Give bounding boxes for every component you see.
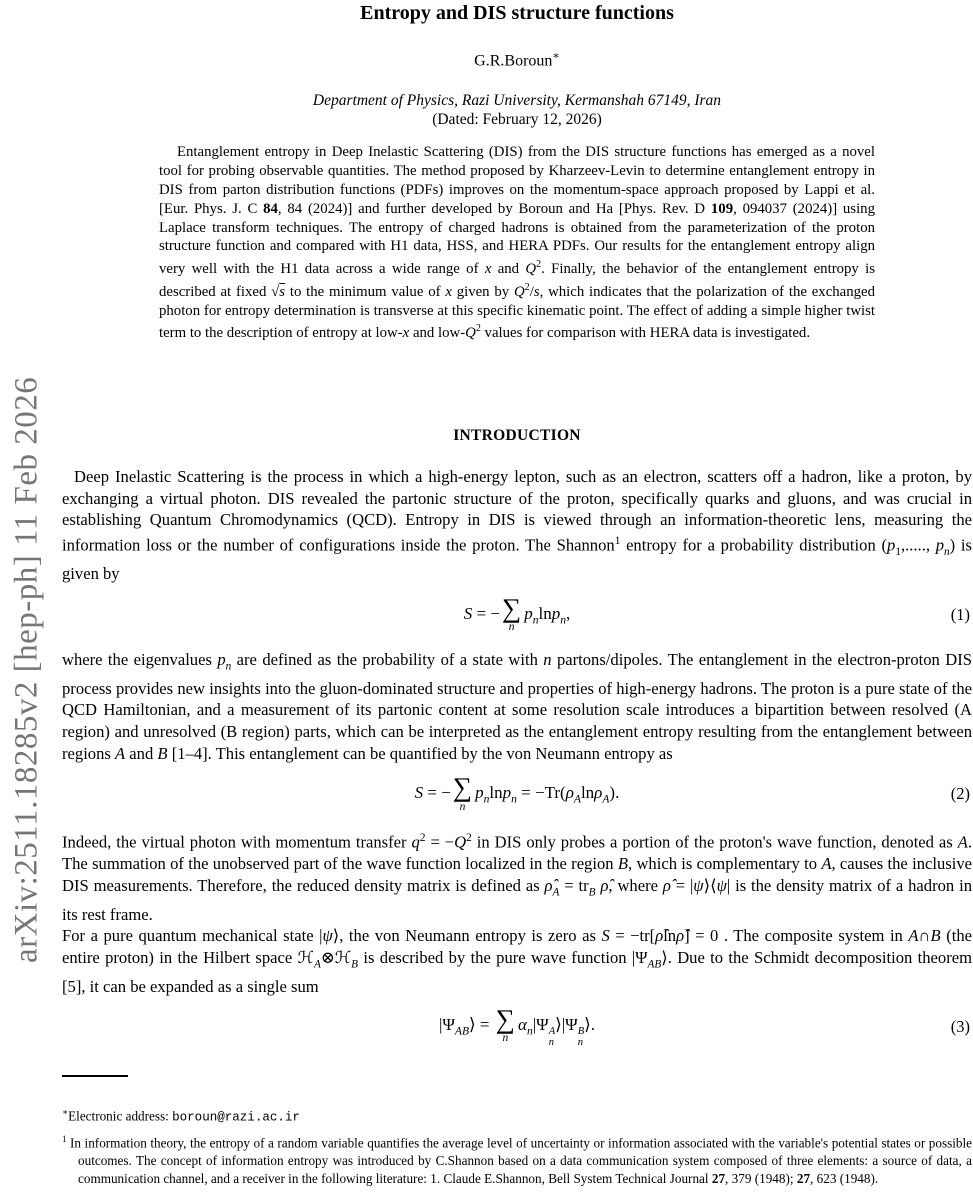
equation-1-number: (1) <box>950 604 970 624</box>
intro-paragraph-3: Indeed, the virtual photon with momentum transfer $q^2 = -Q^2$ in DIS only probes a portion of the proton's wave function, denoted as A. The summation of the unobserved part of the wave function localized in the region B, which is complementary to A, causes the inclusive DIS measurements. Therefore, the reduced density matrix is defined as $\rhô_A = tr_B$ ρ̂, where ρ̂ = |ψ⟩⟨ψ| is the density matrix of a hadron in its rest frame. <box>62 832 973 924</box>
intro-paragraph-4: For a pure quantum mechanical state |ψ⟩, the von Neumann entropy is zero as S = −tr[ρ̂lnρ̂] = 0 . The composite system in A∩B (the entire proton) in the Hilbert space ℋ$_A$⊗ℋ$_B$ is described by the pure wave function $|\Psi_{AB}⟩$. Due to the Schmidt decomposition theorem [5], it can be expanded as a single sum <box>62 926 972 996</box>
equation-1 <box>62 589 972 641</box>
equation-2 <box>62 768 972 820</box>
footnote-1: $^1$ In information theory, the entropy of a random variable quantifies the average level of uncertainty or information associated with the variable's potential states or possible outcomes. The concept of information entropy was introduced by C.Shannon based on a data communication system composed of three elements: a source of data, a communication channel, and a receiver in the following literature: 1. Claude E.Shannon, Bell System Technical Journal 27, 379 (1948); 27, 623 (1948). <box>62 1133 972 1187</box>
abstract: Entanglement entropy in Deep Inelastic Scattering (DIS) from the DIS structure functions has emerged as a novel tool for probing observable quantities. The method proposed by Kharzeev-Levin to determine entanglement entropy in DIS from parton distribution functions (PDFs) improves on the momentum-space approach proposed by Lappi et al.[Eur. Phys. J. C 84, 84 (2024)] and further developed by Boroun and Ha [Phys. Rev. D 109, 094037 (2024)] using Laplace transform techniques. The entropy of charged hadrons is obtained from the parameterization of the proton structure function and compared with H1 data, HSS, and HERA PDFs. Our results for the entanglement entropy align very well with the H1 data across a wide range of x and $Q^2$. Finally, the behavior of the entanglement entropy is described at fixed √s to the minimum value of x given by $Q^2/s$, which indicates that the polarization of the exchanged photon for entropy determination is transverse at this specific kinematic point. The effect of adding a simple higher twist term to the description of entropy at low-x and low-$Q^2$ values for comparison with HERA data is investigated. <box>159 144 875 342</box>
email-link[interactable]: boroun@razi.ac.ir <box>172 1110 300 1125</box>
arxiv-watermark: arXiv:2511.18285v2 [hep-ph] 11 Feb 2026 <box>8 376 45 964</box>
paper-title: Entropy and DIS structure functions <box>360 2 674 24</box>
intro-paragraph-2: where the eigenvalues $p_n$ are defined as the probability of a state with n partons/dipoles. The entanglement in the electron-proton DIS process provides new insights into the gluon-dominated structure and properties of high-energy hadrons. The proton is a pure state of the QCD Hamiltonian, and a measurement of its partonic content at some resolution scale introduces a bipartition between resolved (A region) and unresolved (B region) parts, which can be interpreted as the entanglement entropy resulting from the entanglement between regions A and B [1–4]. This entanglement can be quantified by the von Neumann entropy as <box>62 649 972 763</box>
author-name: G.R.Boroun∗ <box>474 50 560 70</box>
paper-content <box>62 0 972 1188</box>
equation-1-body: S = − ∑ n $p_n\ln p_n$, <box>463 592 571 634</box>
equation-2-number: (2) <box>950 784 970 804</box>
intro-paragraph-1: Deep Inelastic Scattering is the process in which a high-energy lepton, such as an electron, scatters off a hadron, like a proton, by exchanging a virtual photon. DIS revealed the partonic structure of the proton, specifically quarks and gluons, and was crucial in establishing Quantum Chromodynamics (QCD). Entropy in DIS is viewed through an information-theoretic lens, measuring the information loss or the number of configurations inside the proton. The Shannon$^1$ entropy for a probability distribution ($p_1$,....., $p_n$) is given by <box>62 467 973 584</box>
footnote-rule <box>62 1075 128 1077</box>
footnote-email: ∗Electronic address: boroun@razi.ac.ir <box>62 1107 300 1125</box>
affiliation: Department of Physics, Razi University, Kermanshah 67149, Iran <box>312 92 722 110</box>
equation-3-body: $|\Psi_{AB}⟩$ = ∑ n $\alpha_n|\Psi$ A n ⟩|Ψ B n ⟩. <box>438 1003 596 1048</box>
equation-3 <box>62 1001 972 1053</box>
date-line: (Dated: February 12, 2026) <box>432 111 602 129</box>
equation-3-number: (3) <box>950 1017 970 1037</box>
equation-2-body: S = − ∑ n $p_n\ln p_n = -Tr(\rho_A\ln\rho_A)$. <box>414 772 620 813</box>
section-heading-introduction: INTRODUCTION <box>453 427 581 445</box>
